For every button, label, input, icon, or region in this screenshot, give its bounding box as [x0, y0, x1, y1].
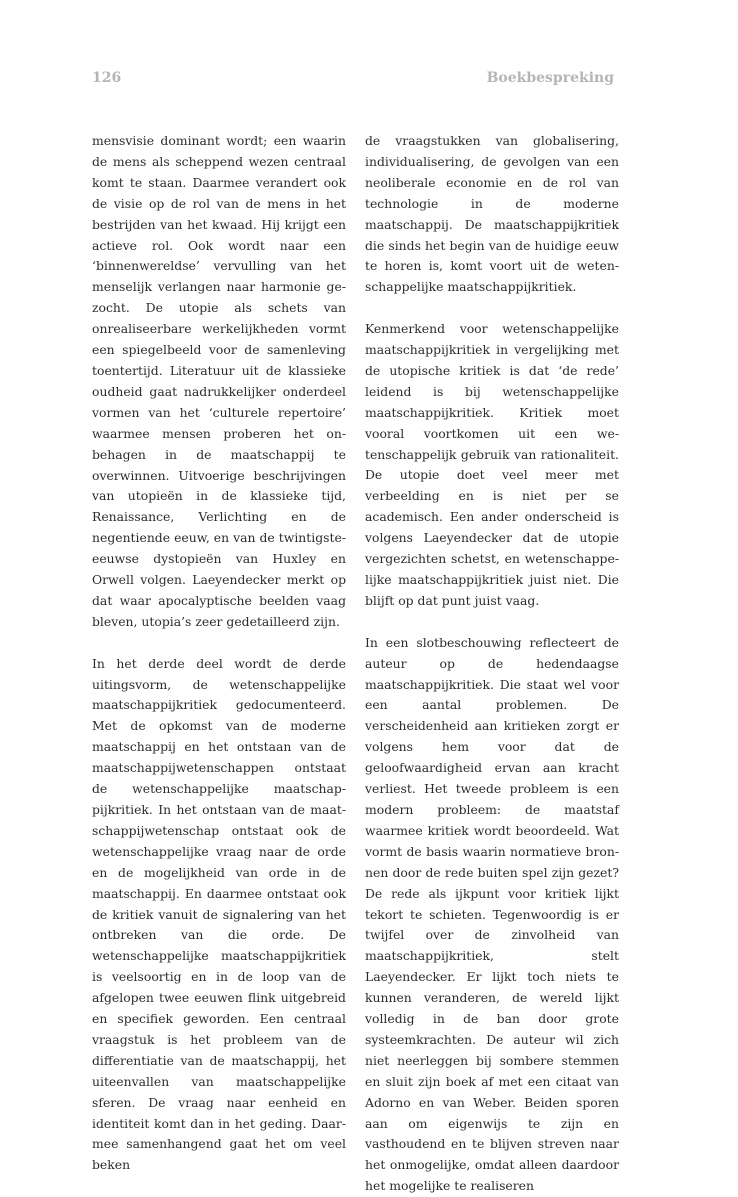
- left-column: [92, 131, 346, 1176]
- paragraph: de vraagstukken van globalisering, individualisering, de gevolgen van een neoliberale economie en de rol van technologie in de moderne maatschappij. De maatschappijkritiek die sinds het begin van de huidige eeuw te horen is, komt voort uit de wetenschappelijke maatschappijkritiek.: [365, 133, 619, 295]
- running-title: Boekbespreking: [486, 70, 614, 86]
- paragraph: In het derde deel wordt de derde uitingsvorm, de wetenschappelijke maatschappijkritiek gedocumenteerd. Met de opkomst van de moderne maatschappij en het ontstaan van de maatschappijwetenschappen ontstaat de wetenschappelijke maatschappijkritiek. In het ontstaan van de maatschappijwetenschap ontstaat ook de wetenschappelijke vraag naar de orde en de mogelijkheid van orde in de maatschappij. En daarmee ontstaat ook de kritiek vanuit de signalering van het ontbreken van die orde. De wetenschappelijke maatschappijkritiek is veelsoortig en in de loop van de afgelopen twee eeuwen flink uitgebreid en specifiek geworden. Een centraal vraagstuk is het probleem van de differentiatie van de maatschappij, het uiteenvallen van maatschappelijke sferen. De vraag naar eenheid en identiteit komt dan in het geding. Daarmee samenhangend gaat het om veel beken: [92, 655, 346, 1173]
- paragraph: mensvisie dominant wordt; een waarin de mens als scheppend wezen centraal komt te staan. Daarmee verandert ook de visie op de rol van de mens in het bestrijden van het kwaad. Hij krijgt een actieve rol. Ook wordt naar een ‘binnenwereldse’ vervulling van het menselijk verlangen naar harmonie gezocht. De utopie als schets van onrealiseerbare werkelijkheden vormt een spiegelbeeld voor de samenleving toentertijd. Literatuur uit de klassieke oudheid gaat nadrukkelijker onderdeel vormen van het ‘culturele repertoire’ waarmee mensen proberen het onbehagen in de maatschappij te overwinnen. Uitvoerige beschrijvingen van utopieën in de klassieke tijd, Renaissance, Verlichting en de negentiende eeuw, en van de twintigsteeeuwse dystopieën van Huxley en Orwell volgen. Laeyendecker merkt op dat waar apocalyptische beelden vaag bleven, utopia’s zeer gedetailleerd zijn.: [92, 133, 346, 629]
- running-header: [92, 70, 614, 92]
- right-column: [365, 131, 619, 1197]
- paragraph: In een slotbeschouwing reflecteert de auteur op de hedendaagse maatschappijkritiek. Die staat wel voor een aantal problemen. De verscheidenheid aan kritieken zorgt er volgens hem voor dat de geloofwaardigheid ervan aan kracht verliest. Het tweede probleem is een modern probleem: de maatstaf waarmee kritiek wordt beoordeeld. Wat vormt de basis waarin normatieve bronnen door de rede buiten spel zijn gezet? De rede als ijkpunt voor kritiek lijkt tekort te schieten. Tegenwoordig is er twijfel over de zinvolheid van maatschappijkritiek, stelt Laeyendecker. Er lijkt toch niets te kunnen veranderen, de wereld lijkt volledig in de ban door grote systeemkrachten. De auteur wil zich niet neerleggen bij sombere stemmen en sluit zijn boek af met een citaat van Adorno en van Weber. Beiden sporen aan om eigenwijs te zijn en vasthoudend en te blijven streven naar het onmogelijke, omdat alleen daardoor het mogelijke te realiseren: [365, 634, 619, 1194]
- paragraph: Kenmerkend voor wetenschappelijke maatschappijkritiek in vergelijking met de utopische kritiek is dat ‘de rede’ leidend is bij wetenschappelijke maatschappijkritiek. Kritiek moet vooral voortkomen uit een wetenschappelijk gebruik van rationaliteit. De utopie doet veel meer met verbeelding en is niet per se academisch. Een ander onderscheid is volgens Laeyendecker dat de utopie vergezichten schetst, en wetenschappelijke maatschappijkritiek juist niet. Die blijft op dat punt juist vaag.: [365, 321, 619, 608]
- page-number: 126: [92, 70, 122, 86]
